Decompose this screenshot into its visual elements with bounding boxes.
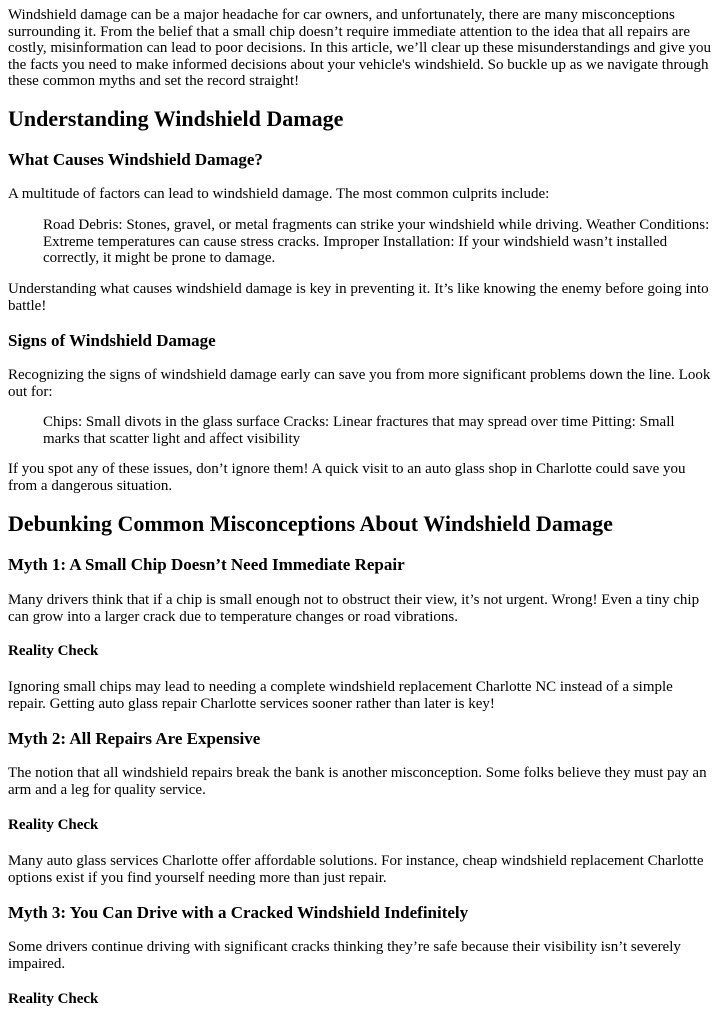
- myth-1-reality-check-heading: Reality Check: [8, 643, 99, 659]
- subheading-causes: What Causes Windshield Damage?: [8, 150, 263, 169]
- myth-1-paragraph: Many drivers think that if a chip is small enough not to obstruct their view, it’s not urgent. Wrong! Even a tiny chip can grow into a larger crack due to temperature changes or road vibrations.: [8, 592, 700, 625]
- myth-1-reality-check-paragraph: Ignoring small chips may lead to needing a complete windshield replacement Charlotte NC instead of a simple repair. Getting auto glass repair Charlotte services sooner rather than later is key!: [8, 679, 673, 712]
- causes-closing-paragraph: Understanding what causes windshield damage is key in preventing it. It’s like knowing the enemy before going into battle!: [8, 281, 709, 314]
- myth-2-reality-check-heading: Reality Check: [8, 817, 99, 833]
- subheading-myth-1: Myth 1: A Small Chip Doesn’t Need Immediate Repair: [8, 555, 405, 574]
- subheading-myth-3: Myth 3: You Can Drive with a Cracked Windshield Indefinitely: [8, 903, 469, 922]
- subheading-signs: Signs of Windshield Damage: [8, 331, 216, 350]
- signs-lead-paragraph: Recognizing the signs of windshield damage early can save you from more significant problems down the line. Look out for:: [8, 367, 711, 400]
- intro-paragraph: Windshield damage can be a major headache for car owners, and unfortunately, there are many misconceptions surrounding it. From the belief that a small chip doesn’t require immediate attention to the idea that all repairs are costly, misinformation can lead to poor decisions. In this article, we’ll clear up these misunderstandings and give you the facts you need to make informed decisions about your vehicle's windshield. So buckle up as we navigate through these common myths and set the record straight!: [8, 7, 712, 90]
- signs-list: Chips: Small divots in the glass surface Cracks: Linear fractures that may spread over time Pitting: Small marks that scatter light and affect visibility: [43, 414, 675, 447]
- subheading-myth-2: Myth 2: All Repairs Are Expensive: [8, 729, 261, 748]
- myth-3-paragraph: Some drivers continue driving with significant cracks thinking they’re safe because their visibility isn’t severely impaired.: [8, 939, 681, 972]
- signs-closing-paragraph: If you spot any of these issues, don’t ignore them! A quick visit to an auto glass shop in Charlotte could save you from a dangerous situation.: [8, 461, 686, 494]
- section-heading-understanding: Understanding Windshield Damage: [8, 106, 344, 131]
- causes-lead-paragraph: A multitude of factors can lead to windshield damage. The most common culprits include:: [8, 186, 550, 202]
- myth-2-reality-check-paragraph: Many auto glass services Charlotte offer affordable solutions. For instance, cheap windshield replacement Charlotte options exist if you find yourself needing more than just repair.: [8, 853, 704, 886]
- myth-3-reality-check-heading: Reality Check: [8, 991, 99, 1007]
- section-heading-misconceptions: Debunking Common Misconceptions About Windshield Damage: [8, 511, 613, 536]
- myth-2-paragraph: The notion that all windshield repairs break the bank is another misconception. Some folks believe they must pay an arm and a leg for quality service.: [8, 765, 707, 798]
- causes-list: Road Debris: Stones, gravel, or metal fragments can strike your windshield while driving. Weather Conditions: Extreme temperatures can cause stress cracks. Improper Installation: If your windshield wasn’t installed correctly, it might be prone to damage.: [43, 217, 710, 267]
